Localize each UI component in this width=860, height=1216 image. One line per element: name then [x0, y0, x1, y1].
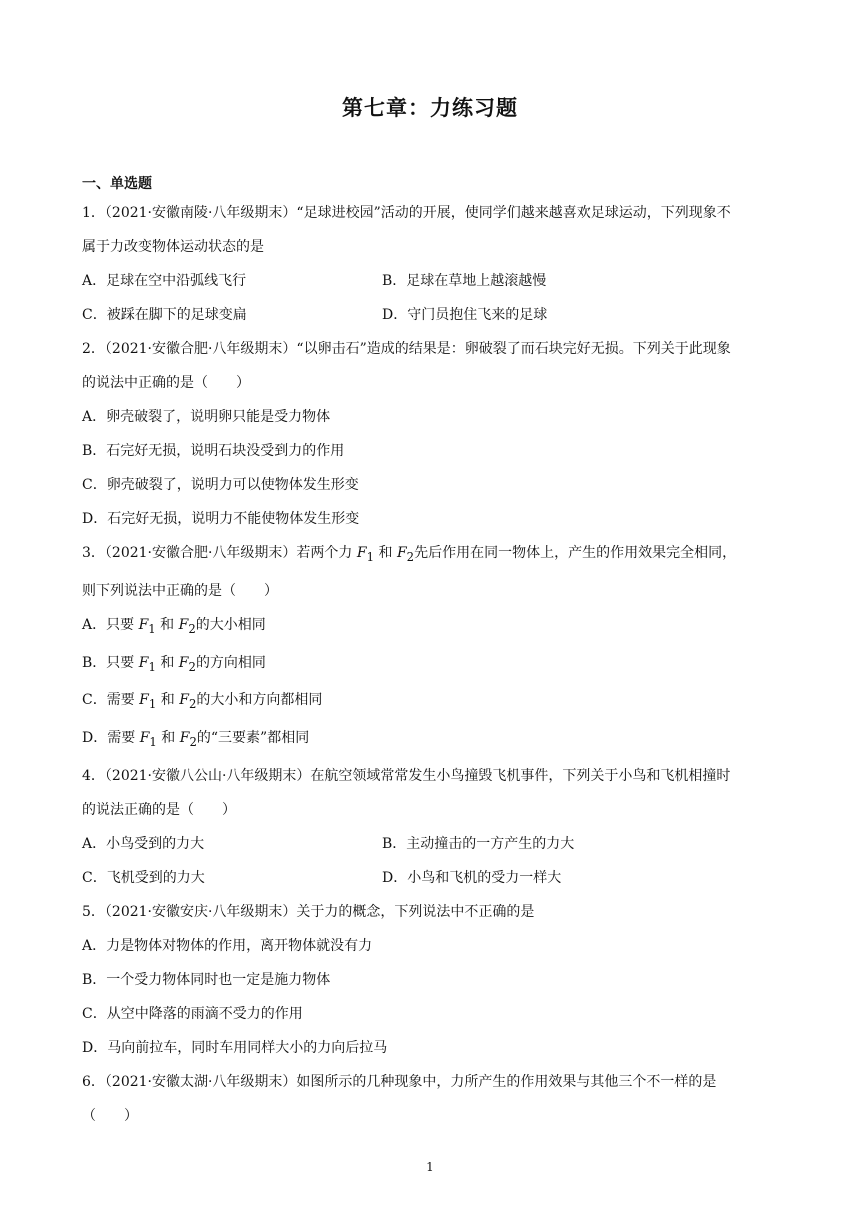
- stem-text: 3．（2021·安徽合肥·八年级期末）若两个力: [82, 545, 357, 561]
- force-symbol: $F_1$: [139, 692, 157, 712]
- question-2-stem-line-1: 2．（2021·安徽合肥·八年级期末）“以卵击石”造成的结果是：卵破裂了而石块完好无损。下列关于此现象: [82, 341, 731, 357]
- page-title: 第七章：力练习题: [342, 96, 518, 120]
- option-b: B．石完好无损，说明石块没受到力的作用: [82, 443, 345, 459]
- force-symbol: $F_1$: [356, 545, 375, 564]
- option-b: B．足球在草地上越滚越慢: [382, 273, 547, 289]
- option-c: C．需要 $F_1$ 和 $F_2$的大小和方向都相同: [82, 692, 323, 712]
- option-a: A．只要 $F_1$ 和 $F_2$的大小相同: [82, 616, 266, 636]
- question-1-options-row-2: [82, 298, 782, 332]
- option-a: A．小鸟受到的力大: [82, 835, 205, 852]
- question-1-stem-line-1: 1．（2021·安徽南陵·八年级期末）“足球进校园”活动的开展，使同学们越来越喜欢足球运动，下列现象不: [82, 205, 731, 221]
- option-d: D．石完好无损，说明力不能使物体发生形变: [82, 511, 360, 527]
- section-heading: 一、单选题: [82, 176, 152, 192]
- force-symbol: $F_2$: [396, 545, 415, 564]
- question-6-stem-line-1: 6．（2021·安徽太湖·八年级期末）如图所示的几种现象中，力所产生的作用效果与其他三个不一样的是: [82, 1073, 717, 1090]
- option-a: A．卵壳破裂了，说明卵只能是受力物体: [82, 409, 331, 425]
- question-2: [82, 332, 782, 536]
- question-4: [82, 759, 782, 895]
- force-symbol: $F_1$: [138, 654, 156, 674]
- option-d: D．小鸟和飞机的受力一样大: [382, 869, 562, 886]
- option-c: C．从空中降落的雨滴不受力的作用: [82, 1005, 303, 1022]
- option-d: D．马向前拉车，同时车用同样大小的力向后拉马: [82, 1039, 388, 1056]
- question-list: [82, 172, 782, 1133]
- option-c: C．卵壳破裂了，说明力可以使物体发生形变: [82, 477, 359, 493]
- force-symbol: $F_1$: [139, 730, 157, 749]
- question-3-stem-line-2: 则下列说法中正确的是（ ）: [82, 582, 278, 599]
- question-3-stem-line-1: 3．（2021·安徽合肥·八年级期末）若两个力 $F_1$ 和 $F_2$先后作用在同一物体上，产生的作用效果完全相同，: [82, 545, 737, 564]
- option-b: B．主动撞击的一方产生的力大: [382, 835, 575, 852]
- force-symbol: $F_2$: [178, 654, 196, 674]
- page-number: 1: [426, 1160, 434, 1174]
- option-d: D．守门员抱住飞来的足球: [382, 307, 548, 323]
- question-6: [82, 1065, 782, 1133]
- option-c: C．被踩在脚下的足球变扁: [82, 307, 247, 323]
- force-symbol: $F_1$: [138, 616, 156, 636]
- option-b: B．只要 $F_1$ 和 $F_2$的方向相同: [82, 654, 266, 674]
- question-4-stem-line-2: 的说法正确的是（ ）: [82, 801, 236, 818]
- force-symbol: $F_2$: [179, 692, 197, 712]
- question-3: [82, 536, 782, 759]
- option-b: B．一个受力物体同时也一定是施力物体: [82, 971, 331, 988]
- option-c: C．飞机受到的力大: [82, 869, 205, 886]
- question-4-options-row-1: [82, 827, 782, 861]
- option-d: D．需要 $F_1$ 和 $F_2$的“三要素”都相同: [82, 730, 310, 749]
- force-symbol: $F_2$: [179, 730, 197, 749]
- option-a: A．足球在空中沿弧线飞行: [82, 273, 247, 289]
- question-1-stem-line-2: 属于力改变物体运动状态的是: [82, 239, 264, 255]
- question-1-options-row-1: [82, 264, 782, 298]
- question-5-stem-line-1: 5．（2021·安徽安庆·八年级期末）关于力的概念，下列说法中不正确的是: [82, 903, 535, 920]
- question-5: [82, 895, 782, 1065]
- question-4-stem-line-1: 4．（2021·安徽八公山·八年级期末）在航空领域常常发生小鸟撞毁飞机事件，下列关于小鸟和飞机相撞时: [82, 767, 731, 784]
- question-6-stem-line-2: （ ）: [82, 1107, 138, 1124]
- option-a: A．力是物体对物体的作用，离开物体就没有力: [82, 937, 373, 954]
- force-symbol: $F_2$: [178, 616, 196, 636]
- question-2-stem-line-2: 的说法中正确的是（ ）: [82, 375, 250, 391]
- question-4-options-row-2: [82, 861, 782, 895]
- question-1: [82, 196, 782, 332]
